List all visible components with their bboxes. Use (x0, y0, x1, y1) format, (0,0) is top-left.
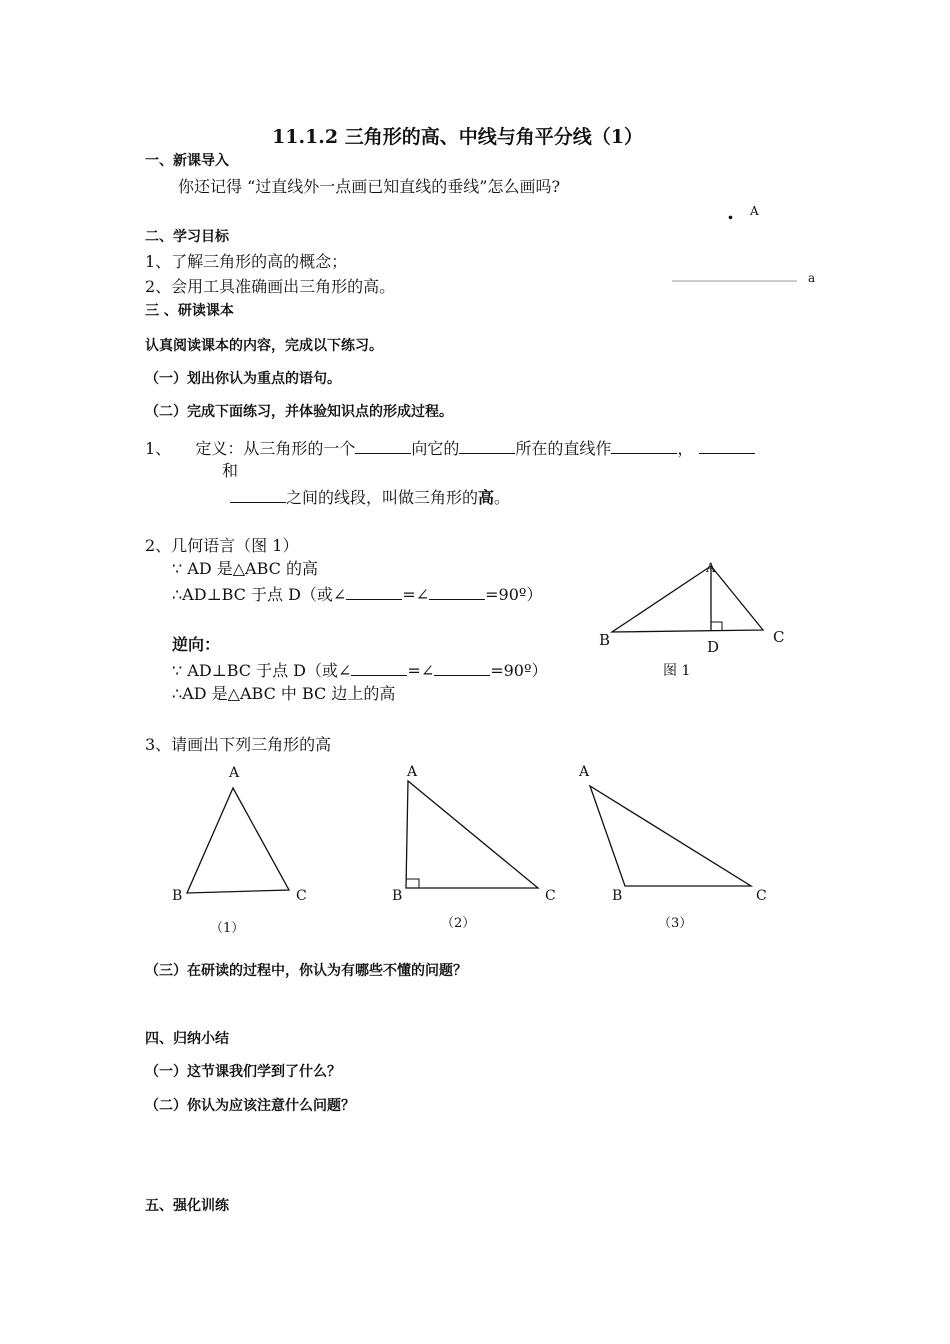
section-3-heading: 三 、研读课本 (145, 303, 234, 319)
fig1-label-a: A (706, 561, 716, 576)
def-text-d: ， (677, 439, 694, 458)
def-bold-word: 高 (478, 488, 495, 507)
section-5-heading: 五、强化训练 (145, 1198, 229, 1214)
def-text-a: 定义：从三角形的一个 (195, 439, 356, 458)
tri2-label-a: A (407, 764, 418, 780)
section-1-heading: 一、新课导入 (145, 153, 229, 169)
tri2-label-c: C (545, 888, 556, 904)
part-3: （三）在研读的过程中，你认为有哪些不懂的问题？ (145, 963, 467, 979)
geo-line-3b: =∠ (407, 661, 435, 680)
def-text-e: 之间的线段，叫做三角形的 (286, 488, 479, 507)
def-text-b: 向它的 (411, 439, 460, 458)
tri1-label-c: C (296, 888, 307, 904)
tri3-label-b: B (612, 888, 623, 904)
fig1-label-c: C (773, 628, 785, 646)
summary-q1: （一）这节课我们学到了什么？ (145, 1064, 341, 1080)
def-he: 和 (222, 461, 239, 480)
def-text-c: 所在的直线作 (515, 439, 612, 458)
part-2: （二）完成下面练习，并体验知识点的形成过程。 (145, 404, 453, 420)
tri2-label-b: B (392, 888, 403, 904)
goal-1: 1、了解三角形的高的概念； (145, 252, 348, 271)
triangle-2 (406, 781, 538, 888)
tri3-caption: （3） (658, 916, 693, 931)
geo-line-3a: ∵ AD⊥BC 于点 D（或∠ (172, 661, 352, 680)
def-number: 1、 (145, 439, 172, 458)
tri1-label-a: A (229, 765, 240, 781)
goal-2: 2、会用工具准确画出三角形的高。 (145, 277, 396, 296)
geo-line-3c: =90º） (490, 661, 548, 680)
intro-question: 你还记得 “过直线外一点画已知直线的垂线”怎么画吗? (178, 177, 561, 196)
point-dot: . (727, 200, 734, 224)
def-end: 。 (494, 488, 511, 507)
line-label: a (808, 271, 816, 285)
triangle-1 (187, 788, 289, 893)
reverse-label: 逆向： (172, 635, 221, 654)
point-label: A (750, 204, 759, 218)
geo-line-2b: =∠ (402, 585, 430, 604)
geo-line-2a: ∴AD⊥BC 于点 D（或∠ (172, 585, 347, 604)
page-title: 11.1.2 三角形的高、中线与角平分线（1） (272, 126, 643, 148)
tri1-caption: （1） (210, 921, 245, 936)
section-2-heading: 二、学习目标 (145, 229, 229, 245)
tri2-right-angle-mark (406, 879, 419, 888)
summary-q2: （二）你认为应该注意什么问题？ (145, 1098, 355, 1114)
geo-line-1: ∵ AD 是△ABC 的高 (172, 559, 318, 578)
part-1: （一）划出你认为重点的语句。 (145, 371, 341, 387)
tri3-label-a: A (579, 764, 590, 780)
tri1-label-b: B (172, 888, 183, 904)
draw-heading: 3、请画出下列三角形的高 (145, 735, 332, 754)
geo-heading: 2、几何语言（图 1） (145, 536, 299, 555)
fig1-label-d: D (707, 638, 720, 656)
geo-line-4: ∴AD 是△ABC 中 BC 边上的高 (172, 684, 396, 703)
fig1-caption: 图 1 (663, 663, 691, 679)
triangle-3 (590, 786, 751, 886)
geo-line-2c: =90º） (485, 585, 543, 604)
tri3-label-c: C (756, 888, 767, 904)
tri2-caption: （2） (441, 916, 476, 931)
fig1-label-b: B (599, 631, 611, 649)
section-4-heading: 四、归纳小结 (145, 1031, 229, 1047)
reading-instruction: 认真阅读课本的内容，完成以下练习。 (145, 338, 383, 354)
